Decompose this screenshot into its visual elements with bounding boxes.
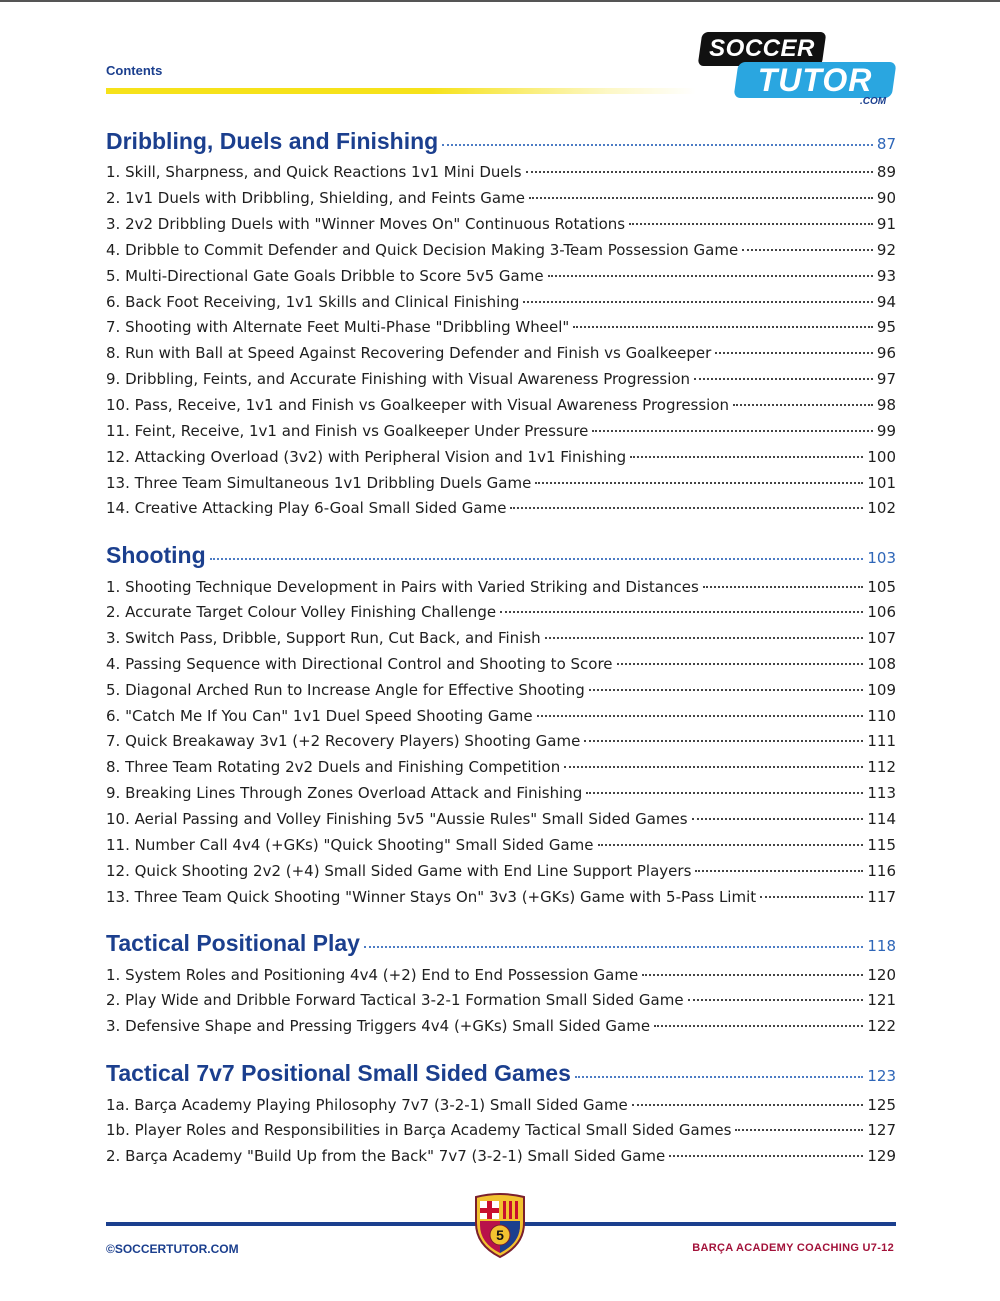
entry-page-number: 112 bbox=[867, 758, 896, 776]
entry-title: 6. "Catch Me If You Can" 1v1 Duel Speed Shooting Game bbox=[106, 707, 533, 725]
dot-leader bbox=[500, 611, 863, 613]
toc-entry[interactable] bbox=[106, 1017, 896, 1039]
entry-page-number: 90 bbox=[876, 189, 896, 207]
entry-page-number: 120 bbox=[867, 966, 896, 984]
entry-page-number: 105 bbox=[867, 578, 896, 596]
entry-page-number: 93 bbox=[876, 267, 896, 285]
crest-cross-horizontal bbox=[480, 1208, 499, 1213]
toc-entry[interactable] bbox=[106, 370, 896, 392]
toc-entry[interactable] bbox=[106, 732, 896, 754]
section-title: Dribbling, Duels and Finishing bbox=[106, 128, 439, 154]
entry-page-number: 114 bbox=[867, 810, 896, 828]
entry-page-number: 101 bbox=[867, 474, 896, 492]
toc-entry[interactable] bbox=[106, 318, 896, 340]
dot-leader bbox=[589, 689, 864, 691]
toc-entry[interactable] bbox=[106, 862, 896, 884]
entry-page-number: 121 bbox=[867, 991, 896, 1009]
toc-entry[interactable] bbox=[106, 784, 896, 806]
dot-leader bbox=[210, 558, 864, 560]
footer-copyright: ©SOCCERTUTOR.COM bbox=[106, 1242, 239, 1256]
section-page-number: 123 bbox=[867, 1067, 896, 1085]
soccer-tutor-logo bbox=[700, 30, 900, 110]
entry-title: 12. Attacking Overload (3v2) with Peripheral Vision and 1v1 Finishing bbox=[106, 448, 627, 466]
page-number: 5 bbox=[496, 1227, 504, 1243]
section-heading[interactable] bbox=[106, 930, 896, 960]
toc-entry[interactable] bbox=[106, 1096, 896, 1118]
dot-leader bbox=[584, 740, 863, 742]
toc-entry[interactable] bbox=[106, 1147, 896, 1169]
entry-title: 3. Defensive Shape and Pressing Triggers 4v4 (+GKs) Small Sided Game bbox=[106, 1017, 651, 1035]
section-heading[interactable] bbox=[106, 128, 896, 158]
entry-page-number: 102 bbox=[867, 499, 896, 517]
logo-top-block bbox=[698, 32, 827, 66]
entry-page-number: 129 bbox=[867, 1147, 896, 1165]
entry-title: 7. Shooting with Alternate Feet Multi-Phase "Dribbling Wheel" bbox=[106, 318, 570, 336]
toc-entry[interactable] bbox=[106, 629, 896, 651]
dot-leader bbox=[629, 223, 873, 225]
logo-top-text: SOCCER bbox=[709, 35, 815, 62]
header-yellow-bar bbox=[106, 88, 696, 94]
entry-title: 11. Number Call 4v4 (+GKs) "Quick Shooting" Small Sided Game bbox=[106, 836, 594, 854]
crest-stripe bbox=[503, 1201, 506, 1219]
entry-title: 9. Dribbling, Feints, and Accurate Finishing with Visual Awareness Progression bbox=[106, 370, 691, 388]
section-title: Tactical Positional Play bbox=[106, 930, 360, 956]
dot-leader bbox=[564, 766, 863, 768]
dot-leader bbox=[592, 430, 873, 432]
entry-page-number: 97 bbox=[876, 370, 896, 388]
toc-entry[interactable] bbox=[106, 758, 896, 780]
dot-leader bbox=[642, 974, 863, 976]
toc-entry[interactable] bbox=[106, 293, 896, 315]
entry-page-number: 122 bbox=[867, 1017, 896, 1035]
entry-page-number: 115 bbox=[867, 836, 896, 854]
dot-leader bbox=[526, 171, 873, 173]
entry-page-number: 96 bbox=[876, 344, 896, 362]
dot-leader bbox=[442, 144, 873, 146]
entry-title: 2. 1v1 Duels with Dribbling, Shielding, and Feints Game bbox=[106, 189, 525, 207]
top-border-line bbox=[0, 0, 1000, 2]
entry-title: 4. Dribble to Commit Defender and Quick Decision Making 3-Team Possession Game bbox=[106, 241, 739, 259]
section-title: Shooting bbox=[106, 542, 206, 568]
entry-title: 1a. Barça Academy Playing Philosophy 7v7 (3-2-1) Small Sided Game bbox=[106, 1096, 628, 1114]
entry-title: 7. Quick Breakaway 3v1 (+2 Recovery Players) Shooting Game bbox=[106, 732, 581, 750]
dot-leader bbox=[545, 637, 864, 639]
entry-title: 1b. Player Roles and Responsibilities in Barça Academy Tactical Small Sided Games bbox=[106, 1121, 732, 1139]
section-page-number: 87 bbox=[876, 135, 896, 153]
toc-entry[interactable] bbox=[106, 810, 896, 832]
dot-leader bbox=[548, 275, 873, 277]
dot-leader bbox=[575, 1076, 863, 1078]
toc-entry[interactable] bbox=[106, 888, 896, 910]
dot-leader bbox=[537, 715, 864, 717]
toc-entry[interactable] bbox=[106, 991, 896, 1013]
dot-leader bbox=[523, 301, 873, 303]
dot-leader bbox=[529, 197, 873, 199]
toc-entry[interactable] bbox=[106, 836, 896, 858]
dot-leader bbox=[742, 249, 873, 251]
entry-page-number: 107 bbox=[867, 629, 896, 647]
toc-entry[interactable] bbox=[106, 681, 896, 703]
dot-leader bbox=[654, 1025, 863, 1027]
entry-title: 10. Pass, Receive, 1v1 and Finish vs Goalkeeper with Visual Awareness Progression bbox=[106, 396, 730, 414]
footer-book-title: BARÇA ACADEMY COACHING U7-12 bbox=[692, 1242, 894, 1254]
section-page-number: 103 bbox=[867, 549, 896, 567]
entry-title: 3. 2v2 Dribbling Duels with "Winner Moves On" Continuous Rotations bbox=[106, 215, 626, 233]
dot-leader bbox=[510, 507, 863, 509]
entry-page-number: 127 bbox=[867, 1121, 896, 1139]
dot-leader bbox=[669, 1155, 863, 1157]
entry-title: 8. Three Team Rotating 2v2 Duels and Finishing Competition bbox=[106, 758, 561, 776]
section-title: Tactical 7v7 Positional Small Sided Games bbox=[106, 1060, 571, 1086]
entry-title: 5. Multi-Directional Gate Goals Dribble to Score 5v5 Game bbox=[106, 267, 544, 285]
toc-entry[interactable] bbox=[106, 578, 896, 600]
entry-title: 1. Skill, Sharpness, and Quick Reactions 1v1 Mini Duels bbox=[106, 163, 522, 181]
toc-entry[interactable] bbox=[106, 474, 896, 496]
toc-entry[interactable] bbox=[106, 344, 896, 366]
logo-bottom-text: TUTOR bbox=[757, 62, 873, 98]
entry-title: 1. System Roles and Positioning 4v4 (+2) End to End Possession Game bbox=[106, 966, 639, 984]
entry-page-number: 91 bbox=[876, 215, 896, 233]
logo-bottom-block bbox=[733, 62, 896, 98]
dot-leader bbox=[695, 870, 863, 872]
dot-leader bbox=[715, 352, 873, 354]
entry-title: 14. Creative Attacking Play 6-Goal Small Sided Game bbox=[106, 499, 507, 517]
toc-entry[interactable] bbox=[106, 189, 896, 211]
entry-page-number: 106 bbox=[867, 603, 896, 621]
dot-leader bbox=[694, 378, 873, 380]
entry-title: 2. Accurate Target Colour Volley Finishing Challenge bbox=[106, 603, 497, 621]
entry-title: 12. Quick Shooting 2v2 (+4) Small Sided Game with End Line Support Players bbox=[106, 862, 692, 880]
toc-entry[interactable] bbox=[106, 499, 896, 521]
entry-title: 4. Passing Sequence with Directional Control and Shooting to Score bbox=[106, 655, 613, 673]
entry-title: 11. Feint, Receive, 1v1 and Finish vs Goalkeeper Under Pressure bbox=[106, 422, 589, 440]
toc-entry[interactable] bbox=[106, 707, 896, 729]
entry-title: 5. Diagonal Arched Run to Increase Angle for Effective Shooting bbox=[106, 681, 585, 699]
entry-page-number: 111 bbox=[867, 732, 896, 750]
dot-leader bbox=[692, 818, 864, 820]
section-heading[interactable] bbox=[106, 542, 896, 572]
toc-entry[interactable] bbox=[106, 966, 896, 988]
dot-leader bbox=[703, 586, 864, 588]
running-header: Contents bbox=[106, 63, 163, 78]
dot-leader bbox=[688, 999, 864, 1001]
entry-page-number: 113 bbox=[867, 784, 896, 802]
toc-entry[interactable] bbox=[106, 448, 896, 470]
entry-page-number: 95 bbox=[876, 318, 896, 336]
logo-com-text: .COM bbox=[860, 96, 887, 107]
entry-title: 2. Play Wide and Dribble Forward Tactical 3-2-1 Formation Small Sided Game bbox=[106, 991, 684, 1009]
entry-title: 9. Breaking Lines Through Zones Overload Attack and Finishing bbox=[106, 784, 583, 802]
section-page-number: 118 bbox=[867, 937, 896, 955]
dot-leader bbox=[598, 844, 864, 846]
barca-crest-icon bbox=[470, 1193, 530, 1259]
dot-leader bbox=[364, 946, 863, 948]
toc-entry[interactable] bbox=[106, 163, 896, 185]
section-heading[interactable] bbox=[106, 1060, 896, 1090]
entry-title: 3. Switch Pass, Dribble, Support Run, Cut Back, and Finish bbox=[106, 629, 541, 647]
dot-leader bbox=[535, 482, 863, 484]
dot-leader bbox=[617, 663, 864, 665]
toc-entry[interactable] bbox=[106, 241, 896, 263]
entry-title: 6. Back Foot Receiving, 1v1 Skills and Clinical Finishing bbox=[106, 293, 520, 311]
entry-page-number: 109 bbox=[867, 681, 896, 699]
dot-leader bbox=[760, 896, 863, 898]
entry-page-number: 89 bbox=[876, 163, 896, 181]
toc-entry[interactable] bbox=[106, 603, 896, 625]
dot-leader bbox=[735, 1129, 863, 1131]
entry-page-number: 94 bbox=[876, 293, 896, 311]
toc-entry[interactable] bbox=[106, 215, 896, 237]
dot-leader bbox=[632, 1104, 864, 1106]
entry-page-number: 125 bbox=[867, 1096, 896, 1114]
entry-title: 8. Run with Ball at Speed Against Recovering Defender and Finish vs Goalkeeper bbox=[106, 344, 712, 362]
entry-title: 13. Three Team Quick Shooting "Winner Stays On" 3v3 (+GKs) Game with 5-Pass Limit bbox=[106, 888, 757, 906]
crest-stripe bbox=[509, 1201, 512, 1219]
crest-stripe bbox=[515, 1201, 518, 1219]
entry-title: 2. Barça Academy "Build Up from the Back" 7v7 (3-2-1) Small Sided Game bbox=[106, 1147, 666, 1165]
toc-entry[interactable] bbox=[106, 655, 896, 677]
toc-entry[interactable] bbox=[106, 1121, 896, 1143]
toc-entry[interactable] bbox=[106, 422, 896, 444]
entry-title: 10. Aerial Passing and Volley Finishing 5v5 "Aussie Rules" Small Sided Games bbox=[106, 810, 688, 828]
entry-page-number: 116 bbox=[867, 862, 896, 880]
dot-leader bbox=[630, 456, 863, 458]
toc-entry[interactable] bbox=[106, 267, 896, 289]
toc-entry[interactable] bbox=[106, 396, 896, 418]
entry-page-number: 117 bbox=[867, 888, 896, 906]
dot-leader bbox=[573, 326, 873, 328]
entry-page-number: 98 bbox=[876, 396, 896, 414]
entry-page-number: 92 bbox=[876, 241, 896, 259]
dot-leader bbox=[733, 404, 873, 406]
entry-page-number: 108 bbox=[867, 655, 896, 673]
entry-title: 1. Shooting Technique Development in Pairs with Varied Striking and Distances bbox=[106, 578, 699, 596]
entry-page-number: 100 bbox=[867, 448, 896, 466]
entry-title: 13. Three Team Simultaneous 1v1 Dribbling Duels Game bbox=[106, 474, 532, 492]
dot-leader bbox=[586, 792, 863, 794]
entry-page-number: 110 bbox=[867, 707, 896, 725]
entry-page-number: 99 bbox=[876, 422, 896, 440]
